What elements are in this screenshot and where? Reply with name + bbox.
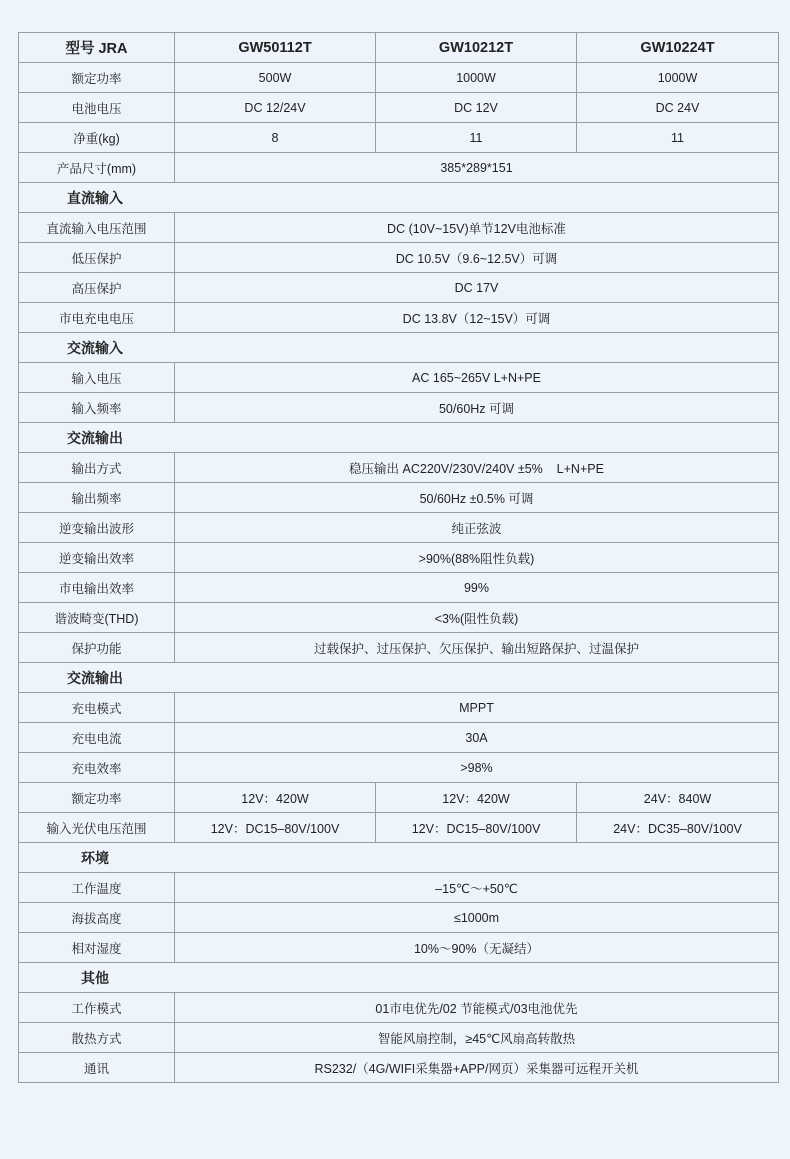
cell-value: DC 12/24V <box>175 93 376 123</box>
row-label: 输入频率 <box>19 393 175 423</box>
row-label: 产品尺寸(mm) <box>19 153 175 183</box>
row-label: 输入电压 <box>19 363 175 393</box>
row-label: 市电充电电压 <box>19 303 175 333</box>
section-title: 交流输入 <box>19 333 779 363</box>
cell-value: >98% <box>175 753 779 783</box>
cell-value: AC 165~265V L+N+PE <box>175 363 779 393</box>
cell-value: >90%(88%阻性负载) <box>175 543 779 573</box>
table-row <box>19 483 779 513</box>
section-title: 交流输出 <box>19 663 779 693</box>
row-label: 相对湿度 <box>19 933 175 963</box>
cell-value: 12V：420W <box>175 783 376 813</box>
row-label: 高压保护 <box>19 273 175 303</box>
section-title: 其他 <box>19 963 779 993</box>
cell-value: 11 <box>577 123 779 153</box>
model-gw50112t: GW50112T <box>175 33 376 63</box>
table-row <box>19 603 779 633</box>
table-row <box>19 873 779 903</box>
table-row <box>19 303 779 333</box>
cell-value: 30A <box>175 723 779 753</box>
row-label: 保护功能 <box>19 633 175 663</box>
row-label: 直流输入电压范围 <box>19 213 175 243</box>
section-row-environment <box>19 843 779 873</box>
row-label: 工作模式 <box>19 993 175 1023</box>
table-row <box>19 63 779 93</box>
table-row <box>19 393 779 423</box>
cell-value: 50/60Hz 可调 <box>175 393 779 423</box>
cell-value: DC 13.8V（12~15V）可调 <box>175 303 779 333</box>
row-label: 充电效率 <box>19 753 175 783</box>
section-row-ac-output <box>19 423 779 453</box>
header-label: 型号 JRA <box>19 33 175 63</box>
table-row <box>19 543 779 573</box>
cell-value: 智能风扇控制，≥45℃风扇高转散热 <box>175 1023 779 1053</box>
cell-value: 24V：840W <box>577 783 779 813</box>
section-row-dc-input <box>19 183 779 213</box>
table-row <box>19 363 779 393</box>
table-row <box>19 1053 779 1083</box>
cell-value: 12V：420W <box>376 783 577 813</box>
row-label: 低压保护 <box>19 243 175 273</box>
cell-value: 99% <box>175 573 779 603</box>
cell-value: 10%～90%（无凝结） <box>175 933 779 963</box>
section-row-charge <box>19 663 779 693</box>
cell-value: 11 <box>376 123 577 153</box>
cell-value: DC 10.5V（9.6~12.5V）可调 <box>175 243 779 273</box>
cell-value: 1000W <box>577 63 779 93</box>
cell-value: 50/60Hz ±0.5% 可调 <box>175 483 779 513</box>
table-row <box>19 573 779 603</box>
section-title: 交流输出 <box>19 423 779 453</box>
section-title: 直流输入 <box>19 183 779 213</box>
table-row <box>19 693 779 723</box>
table-row <box>19 93 779 123</box>
table-row <box>19 1023 779 1053</box>
row-label: 充电电流 <box>19 723 175 753</box>
table-row <box>19 123 779 153</box>
cell-value: 12V：DC15–80V/100V <box>376 813 577 843</box>
section-row-other <box>19 963 779 993</box>
table-row <box>19 753 779 783</box>
row-label: 逆变输出波形 <box>19 513 175 543</box>
table-row <box>19 633 779 663</box>
cell-value: <3%(阻性负载) <box>175 603 779 633</box>
cell-value: 24V：DC35–80V/100V <box>577 813 779 843</box>
cell-value: 01市电优先/02 节能模式/03电池优先 <box>175 993 779 1023</box>
cell-value: DC 12V <box>376 93 577 123</box>
cell-value: 8 <box>175 123 376 153</box>
cell-value: 稳压输出 AC220V/230V/240V ±5% L+N+PE <box>175 453 779 483</box>
cell-value: DC 24V <box>577 93 779 123</box>
cell-value: –15℃～+50℃ <box>175 873 779 903</box>
section-title: 环境 <box>19 843 779 873</box>
cell-value: 12V：DC15–80V/100V <box>175 813 376 843</box>
model-gw10224t: GW10224T <box>577 33 779 63</box>
table-row <box>19 453 779 483</box>
cell-value: DC 17V <box>175 273 779 303</box>
cell-value: MPPT <box>175 693 779 723</box>
section-row-ac-input <box>19 333 779 363</box>
row-label: 额定功率 <box>19 63 175 93</box>
row-label: 工作温度 <box>19 873 175 903</box>
model-gw10212t: GW10212T <box>376 33 577 63</box>
cell-value: 1000W <box>376 63 577 93</box>
table-row <box>19 903 779 933</box>
table-row <box>19 153 779 183</box>
row-label: 散热方式 <box>19 1023 175 1053</box>
table-row <box>19 813 779 843</box>
row-label: 额定功率 <box>19 783 175 813</box>
row-label: 通讯 <box>19 1053 175 1083</box>
header-row <box>19 33 779 63</box>
table-row <box>19 723 779 753</box>
cell-value: 500W <box>175 63 376 93</box>
table-row <box>19 933 779 963</box>
row-label: 输出频率 <box>19 483 175 513</box>
table-row <box>19 243 779 273</box>
spec-table <box>18 32 779 1083</box>
row-label: 输出方式 <box>19 453 175 483</box>
cell-value: 过载保护、过压保护、欠压保护、输出短路保护、过温保护 <box>175 633 779 663</box>
table-row <box>19 783 779 813</box>
cell-value: 纯正弦波 <box>175 513 779 543</box>
row-label: 海拔高度 <box>19 903 175 933</box>
row-label: 充电模式 <box>19 693 175 723</box>
row-label: 净重(kg) <box>19 123 175 153</box>
row-label: 电池电压 <box>19 93 175 123</box>
cell-value: RS232/（4G/WIFI采集器+APP/网页）采集器可远程开关机 <box>175 1053 779 1083</box>
row-label: 谐波畸变(THD) <box>19 603 175 633</box>
table-row <box>19 513 779 543</box>
row-label: 市电输出效率 <box>19 573 175 603</box>
cell-value: 385*289*151 <box>175 153 779 183</box>
cell-value: DC (10V~15V)单节12V电池标准 <box>175 213 779 243</box>
table-row <box>19 213 779 243</box>
table-row <box>19 273 779 303</box>
row-label: 输入光伏电压范围 <box>19 813 175 843</box>
row-label: 逆变输出效率 <box>19 543 175 573</box>
cell-value: ≤1000m <box>175 903 779 933</box>
table-row <box>19 993 779 1023</box>
